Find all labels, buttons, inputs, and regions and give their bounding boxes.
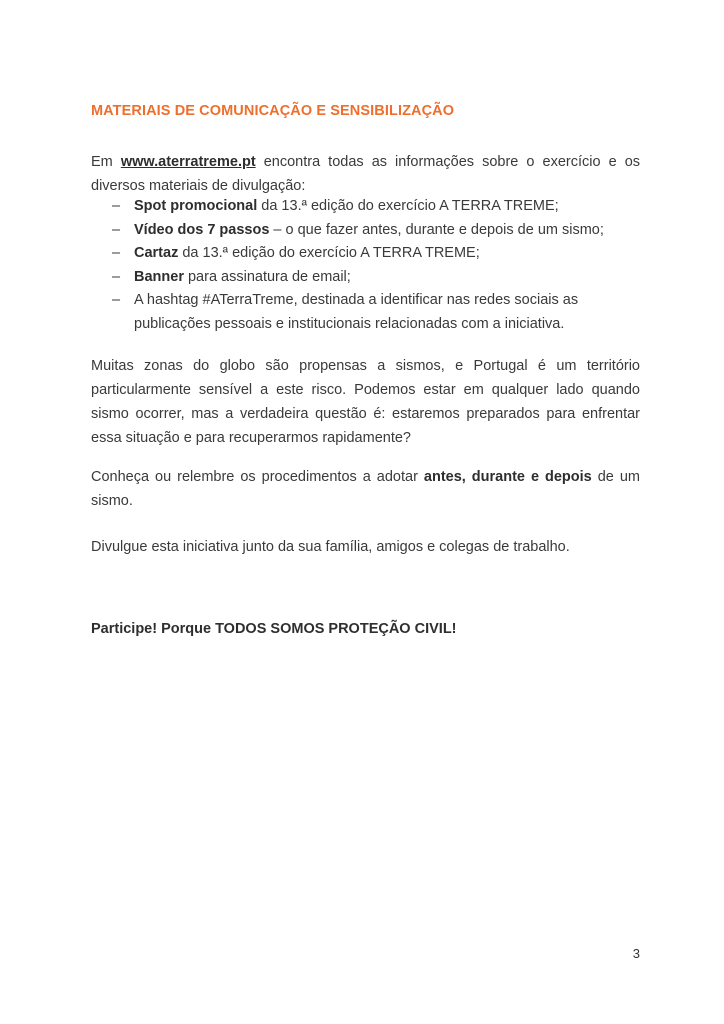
list-item xyxy=(91,266,651,290)
list-dash: – xyxy=(112,292,121,308)
list-item-bold: Banner xyxy=(134,268,184,285)
intro-suffix: encontra todas as informações sobre o exercício e os diversos materiais de divulgação: xyxy=(91,154,641,194)
procedures-suffix: de um sismo. xyxy=(91,469,640,509)
materials-list xyxy=(91,195,651,336)
list-dash: – xyxy=(112,198,121,214)
list-item xyxy=(91,195,651,219)
list-item-bold: Cartaz xyxy=(134,245,179,261)
intro-prefix: Em xyxy=(91,154,121,170)
website-link[interactable]: www.aterratreme.pt xyxy=(120,154,256,170)
procedures-bold: antes, durante e depois xyxy=(423,469,592,485)
list-dash: – xyxy=(112,221,121,238)
procedures-paragraph xyxy=(91,465,640,513)
list-dash: – xyxy=(112,268,121,285)
list-item-text: da 13.ª edição do exercício A TERRA TREME; xyxy=(257,198,559,214)
section-heading: MATERIAIS DE COMUNICAÇÃO E SENSIBILIZAÇÃO xyxy=(91,103,455,119)
list-item-text: da 13.ª edição do exercício A TERRA TREME; xyxy=(178,245,480,261)
list-item xyxy=(91,242,651,266)
list-item-text: – o que fazer antes, durante e depois de um sismo; xyxy=(269,221,604,238)
list-item-text: A hashtag #ATerraTreme, destinada a identificar nas redes sociais as publicações pessoais e institucionais relacionadas com a iniciativa. xyxy=(134,292,579,332)
list-item-bold: Spot promocional xyxy=(134,198,258,214)
risk-paragraph: Muitas zonas do globo são propensas a sismos, e Portugal é um território particularmente sensível a este risco. Podemos estar em qualquer lado quando sismo ocorrer, mas a verdadeira questão é: estaremos preparados para enfrentar essa situação e para recuperarmos rapidamente? xyxy=(91,358,640,446)
page-number: 3 xyxy=(632,946,640,961)
list-dash: – xyxy=(112,245,121,261)
list-item xyxy=(91,219,651,243)
closing-statement: Participe! Porque TODOS SOMOS PROTEÇÃO CIVIL! xyxy=(91,621,457,637)
list-item xyxy=(91,289,651,336)
share-paragraph: Divulgue esta iniciativa junto da sua família, amigos e colegas de trabalho. xyxy=(91,539,570,555)
list-item-bold: Vídeo dos 7 passos xyxy=(134,221,270,238)
list-item-text: para assinatura de email; xyxy=(183,268,351,285)
procedures-prefix: Conheça ou relembre os procedimentos a adotar xyxy=(91,469,424,485)
intro-paragraph xyxy=(91,150,640,198)
